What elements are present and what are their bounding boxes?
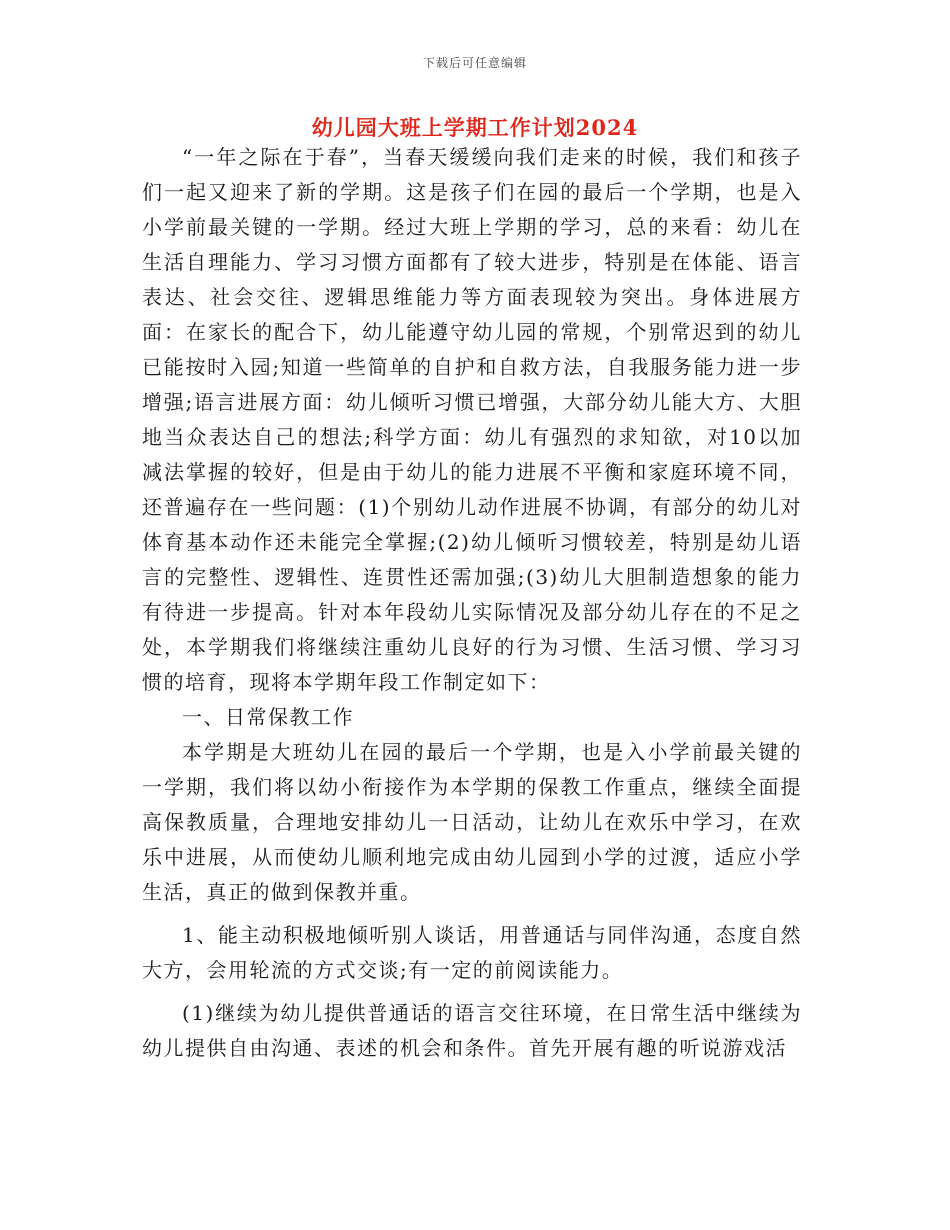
paragraph-semester-focus: 本学期是大班幼儿在园的最后一个学期，也是入小学前最关键的一学期，我们将以幼小衔接作为本学期的保教工作重点，继续全面提高保教质量，合理地安排幼儿一日活动，让幼儿在欢乐中学习，在欢乐中进展，从而使幼儿顺利地完成由幼儿园到小学的过渡，适应小学生活，真正的做到保教并重。	[142, 740, 802, 904]
paragraph-subitem-1: (1)继续为幼儿提供普通话的语言交往环境，在日常生活中继续为幼儿提供自由沟通、表述的机会和条件。首先开展有趣的听说游戏活	[142, 1001, 802, 1060]
paragraph-item-1: 1、能主动积极地倾听别人谈话，用普通话与同伴沟通，态度自然大方，会用轮流的方式交谈;有一定的前阅读能力。	[142, 923, 802, 982]
document-body	[142, 140, 802, 1066]
document-title: 幼儿园大班上学期工作计划2024	[311, 115, 639, 140]
paragraph-intro: “一年之际在于春”，当春天缓缓向我们走来的时候，我们和孩子们一起又迎来了新的学期。这是孩子们在园的最后一个学期，也是入小学前最关键的一学期。经过大班上学期的学习，总的来看：幼儿在生活自理能力、学习习惯方面都有了较大进步，特别是在体能、语言表达、社会交往、逻辑思维能力等方面表现较为突出。身体进展方面：在家长的配合下，幼儿能遵守幼儿园的常规，个别常迟到的幼儿已能按时入园;知道一些简单的自护和自救方法，自我服务能力进一步增强;语言进展方面：幼儿倾听习惯已增强，大部分幼儿能大方、大胆地当众表达自己的想法;科学方面：幼儿有强烈的求知欲，对10以加减法掌握的较好，但是由于幼儿的能力进展不平衡和家庭环境不同，还普遍存在一些问题：(1)个别幼儿动作进展不协调，有部分的幼儿对体育基本动作还未能完全掌握;(2)幼儿倾听习惯较差，特别是幼儿语言的完整性、逻辑性、连贯性还需加强;(3)幼儿大胆制造想象的能力有待进一步提高。针对本年段幼儿实际情况及部分幼儿存在的不足之处，本学期我们将继续注重幼儿良好的行为习惯、生活习惯、学习习惯的培育，现将本学期年段工作制定如下：	[142, 145, 802, 694]
header-note: 下载后可任意编辑	[422, 56, 527, 70]
section-heading-daily-care: 一、日常保教工作	[182, 705, 354, 729]
